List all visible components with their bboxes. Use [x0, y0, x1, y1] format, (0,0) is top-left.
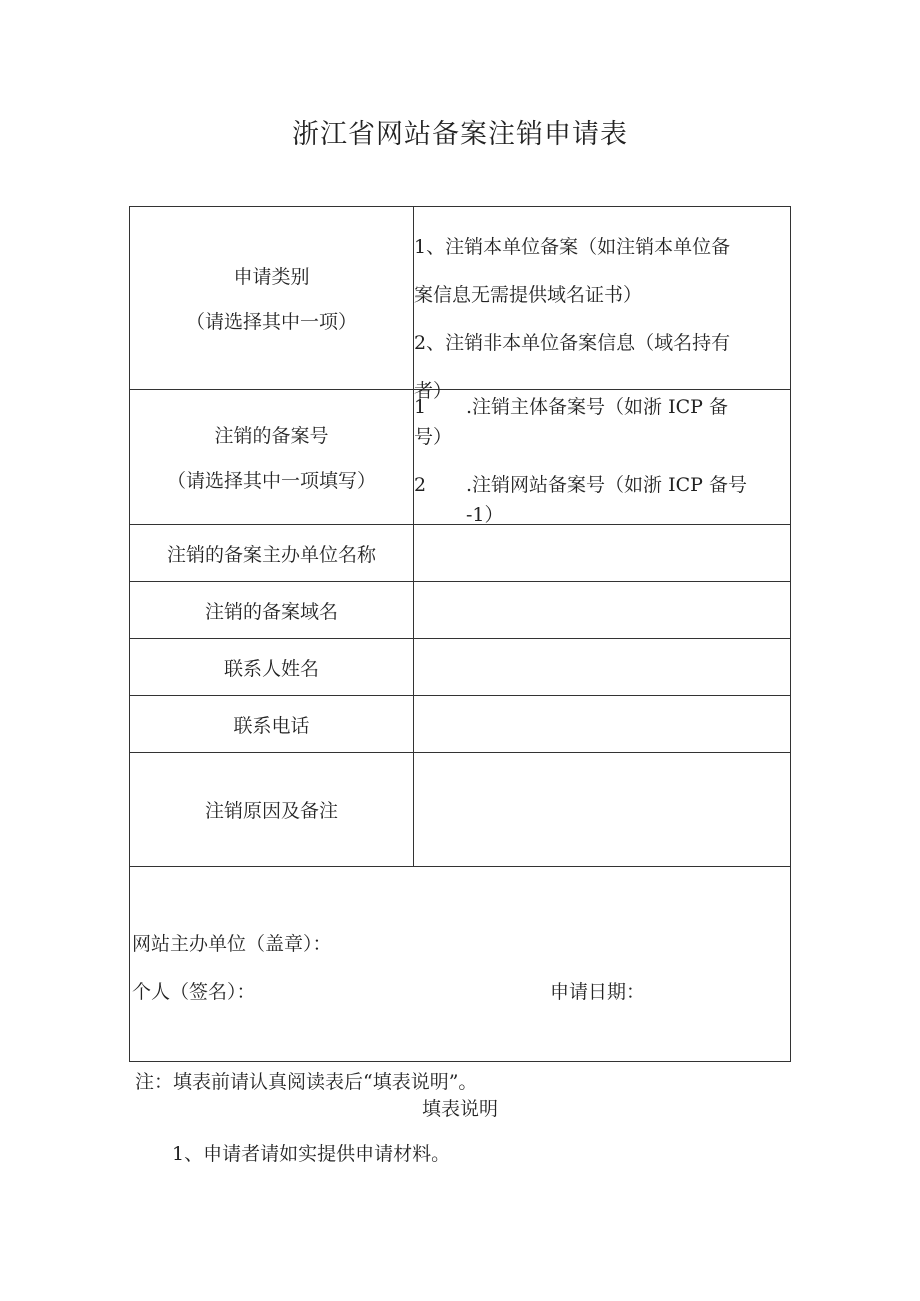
- instruction-item: 1、申请者请如实提供申请材料。: [172, 1143, 451, 1165]
- record-number-options-cell[interactable]: [414, 390, 791, 525]
- record-option-2-text: .注销网站备案号（如浙 ICP 备号: [466, 474, 747, 496]
- organizer-name-label: 注销的备案主办单位名称: [130, 525, 414, 582]
- category-options-cell[interactable]: [414, 207, 791, 402]
- organizer-name-row: [130, 525, 791, 582]
- contact-name-label: 联系人姓名: [130, 639, 414, 696]
- signature-row: [130, 867, 791, 1062]
- form-note: 注：填表前请认真阅读表后“填表说明”。: [135, 1071, 478, 1093]
- phone-label: 联系电话: [130, 696, 414, 753]
- record-number-label: 注销的备案号: [214, 425, 329, 447]
- category-label: 申请类别: [233, 266, 310, 288]
- organizer-name-field[interactable]: [414, 525, 791, 582]
- phone-row: [130, 696, 791, 753]
- domain-field[interactable]: [414, 582, 791, 639]
- page-title: 浙江省网站备案注销申请表: [292, 119, 628, 150]
- reason-field[interactable]: [414, 753, 791, 867]
- record-option-2-line-1[interactable]: [414, 470, 790, 500]
- organizer-seal-label: 网站主办单位（盖章）：: [132, 933, 332, 955]
- personal-signature-label: 个人（签名）：: [132, 981, 256, 1003]
- signature-cell[interactable]: [130, 867, 791, 1062]
- contact-name-row: [130, 639, 791, 696]
- record-number-hint: （请选择其中一项填写）: [166, 470, 376, 492]
- category-option-1-line-2: 案信息无需提供域名证书）: [414, 284, 643, 306]
- phone-field[interactable]: [414, 696, 791, 753]
- contact-name-field[interactable]: [414, 639, 791, 696]
- reason-row: [130, 753, 791, 867]
- category-label-cell: [130, 207, 414, 390]
- application-date-label: 申请日期：: [550, 981, 646, 1003]
- record-number-row: [130, 390, 791, 525]
- record-option-2-number: 2: [414, 474, 427, 496]
- record-option-1-line-2: 号）: [414, 426, 453, 448]
- reason-label: 注销原因及备注: [130, 753, 414, 867]
- domain-row: [130, 582, 791, 639]
- record-option-1-number: 1: [414, 396, 427, 418]
- domain-label: 注销的备案域名: [130, 582, 414, 639]
- record-number-label-cell: [130, 390, 414, 525]
- category-option-1-line-1[interactable]: 1、注销本单位备案（如注销本单位备: [414, 236, 731, 258]
- instructions-title: 填表说明: [421, 1098, 498, 1120]
- category-hint: （请选择其中一项）: [185, 311, 357, 333]
- application-form-table: [129, 206, 791, 1062]
- record-option-1-text: .注销主体备案号（如浙 ICP 备: [466, 396, 728, 418]
- category-option-2-line-2: 者）: [414, 380, 453, 402]
- category-row: [130, 207, 791, 390]
- record-option-1-line-1[interactable]: [414, 392, 790, 422]
- category-option-2-line-1[interactable]: 2、注销非本单位备案信息（域名持有: [414, 332, 731, 354]
- record-option-2-line-2: -1）: [466, 504, 504, 526]
